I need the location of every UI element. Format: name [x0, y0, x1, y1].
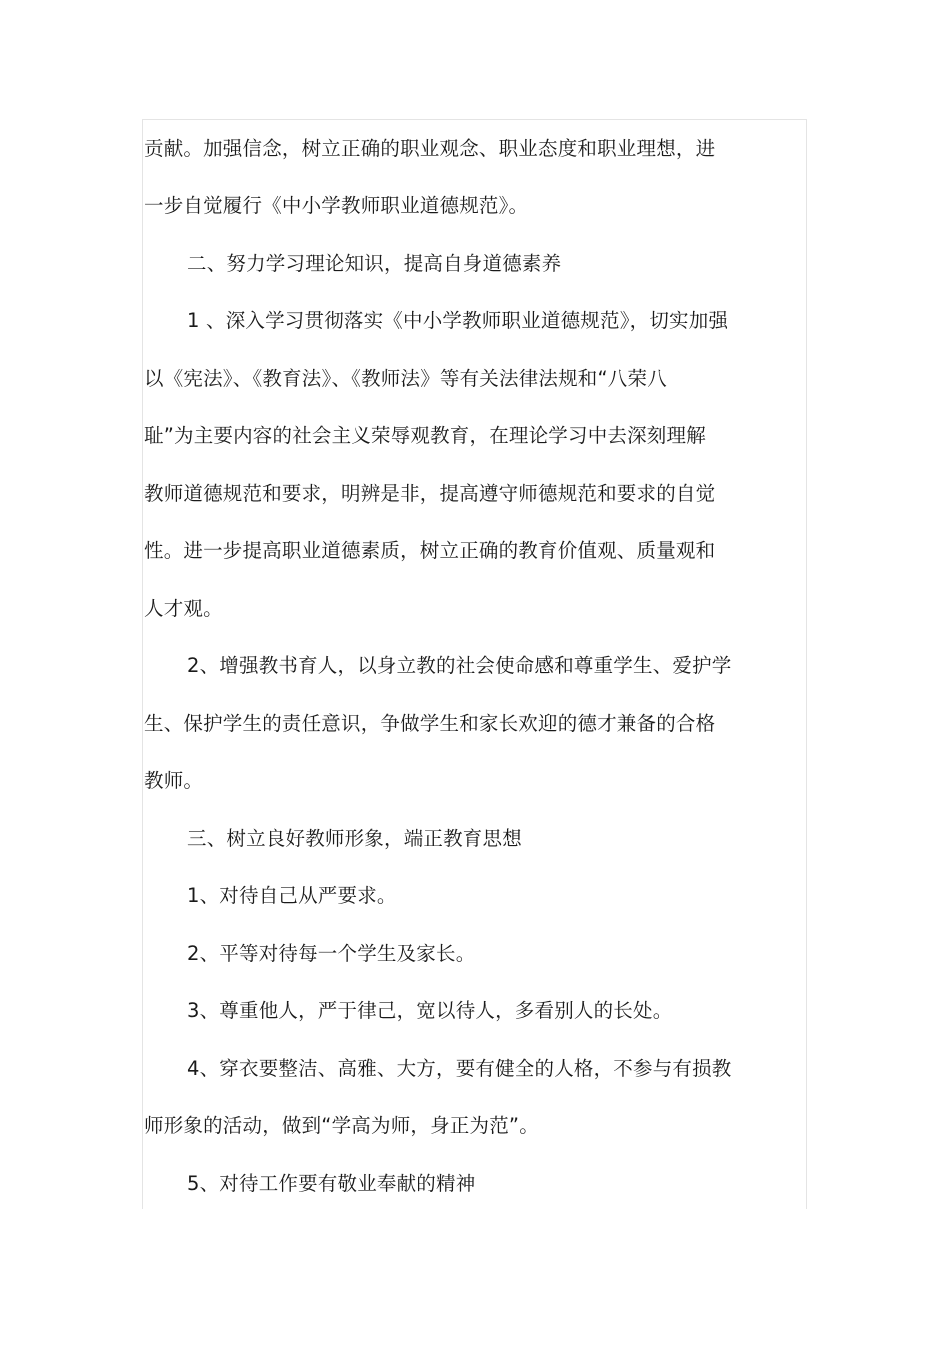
list-item: 1、对待自己从严要求。	[187, 884, 397, 907]
text-line: 人才观。	[144, 597, 223, 620]
text-line: 生、保护学生的责任意识，争做学生和家长欢迎的德才兼备的合格	[144, 712, 716, 735]
text-line: 性。进一步提高职业道德素质，树立正确的教育价值观、质量观和	[144, 539, 716, 562]
text-line: 贡献。加强信念，树立正确的职业观念、职业态度和职业理想，进	[144, 137, 716, 160]
text-line: 教师。	[144, 769, 204, 792]
text-line: 2、增强教书育人，以身立教的社会使命感和尊重学生、爱护学	[187, 654, 732, 677]
text-line: 一步自觉履行《中小学教师职业道德规范》。	[144, 194, 529, 217]
list-item: 3、尊重他人，严于律己，宽以待人，多看别人的长处。	[187, 999, 673, 1022]
text-line: 耻”为主要内容的社会主义荣辱观教育，在理论学习中去深刻理解	[144, 424, 706, 447]
text-line: 师形象的活动，做到“学高为师，身正为范”。	[144, 1114, 539, 1137]
text-line: 以《宪法》、《教育法》、《教师法》等有关法律法规和“八荣八	[144, 367, 667, 390]
list-item: 4、穿衣要整洁、高雅、大方，要有健全的人格，不参与有损教	[187, 1057, 732, 1080]
section-heading: 二、努力学习理论知识，提高自身道德素养	[187, 252, 562, 275]
section-heading: 三、树立良好教师形象，端正教育思想	[187, 827, 522, 850]
list-item: 2、平等对待每一个学生及家长。	[187, 942, 476, 965]
list-item: 5、对待工作要有敬业奉献的精神	[187, 1172, 476, 1195]
text-line: 1 、深入学习贯彻落实《中小学教师职业道德规范》，切实加强	[187, 309, 729, 332]
text-line: 教师道德规范和要求，明辨是非，提高遵守师德规范和要求的自觉	[144, 482, 716, 505]
